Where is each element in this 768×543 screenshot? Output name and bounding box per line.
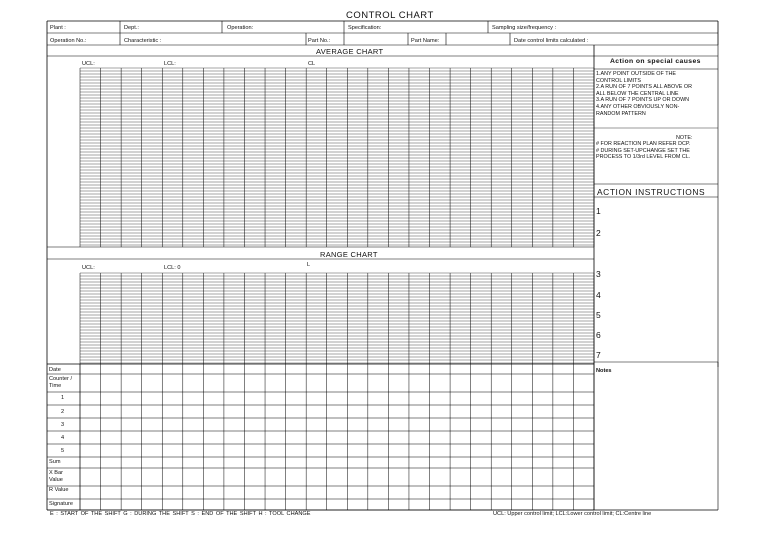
special-causes-title: Action on special causes: [610, 58, 701, 65]
note-line: PROCESS TO 1/3rd LEVEL FROM CL.: [596, 154, 691, 161]
average-ucl-label: UCL:: [82, 61, 95, 67]
notes-label: Notes: [596, 368, 612, 374]
table-row-label: Counter / Time: [49, 376, 73, 389]
average-chart-title: AVERAGE CHART: [316, 47, 384, 56]
range-ucl-label: UCL:: [82, 265, 95, 271]
action-instructions-title: ACTION INSTRUCTIONS: [597, 187, 706, 197]
table-row-label: X Bar Value: [49, 470, 63, 483]
average-cl-label: CL: [308, 61, 316, 67]
table-row-label: 1: [61, 395, 65, 401]
note-list: [596, 141, 690, 161]
range-cl-label: L: [307, 262, 311, 268]
table-row-label: 5: [61, 448, 65, 454]
special-cause-line: CONTROL LIMITS: [596, 77, 642, 84]
special-causes-list: [596, 71, 692, 117]
range-chart-title: RANGE CHART: [320, 250, 378, 259]
footer-limits-note: UCL: Upper control limit; LCL:Lower control limit; CL:Centre line: [493, 511, 652, 517]
date-limits-label: Date control limits calculated :: [514, 38, 589, 44]
average-lcl-label: LCL:: [164, 61, 176, 67]
action-instruction-number: 5: [596, 310, 601, 320]
plant-label: Plant :: [50, 25, 66, 31]
operation-no-label: Operation No.:: [50, 38, 87, 44]
table-row-label: Date: [49, 367, 61, 373]
table-row-label: 3: [61, 422, 65, 428]
action-instruction-number: 1: [596, 206, 601, 216]
special-cause-line: 2.A RUN OF 7 POINTS ALL ABOVE OR: [596, 84, 692, 91]
dept-label: Dept.:: [124, 25, 139, 31]
action-instruction-number: 6: [596, 330, 601, 340]
table-row-label: R Value: [49, 487, 69, 493]
action-instruction-number: 7: [596, 350, 601, 360]
part-no-label: Part No.:: [308, 38, 331, 44]
action-instruction-number: 3: [596, 269, 601, 279]
table-row-label: 2: [61, 409, 65, 415]
table-row-label: Sum: [49, 459, 61, 465]
note-line: # DURING SET-UPCHANGE SET THE: [596, 147, 690, 154]
table-row-label: Signature: [49, 501, 73, 507]
action-instruction-number: 4: [596, 290, 601, 300]
note-line: # FOR REACTION PLAN REFER DCP.: [596, 141, 691, 147]
operation-label: Operation:: [227, 25, 254, 31]
characteristic-label: Characteristic :: [124, 38, 162, 44]
special-cause-line: 3.A RUN OF 7 POINTS UP OR DOWN: [596, 97, 690, 104]
specification-label: Specification:: [348, 25, 382, 31]
table-row-label: 4: [61, 435, 65, 441]
page-title: CONTROL CHART: [346, 10, 434, 21]
special-cause-line: 4.ANY OTHER OBVIOUSLY NON-: [596, 103, 680, 110]
part-name-label: Part Name:: [411, 38, 440, 44]
special-cause-line: ALL BELOW THE CENTRAL LINE: [596, 90, 679, 97]
sampling-label: Sampling size/frequency :: [492, 25, 557, 31]
action-instruction-number: 2: [596, 228, 601, 238]
footer-legend: E : START OF THE SHIFT G : DURING THE SHIFT S : END OF THE SHIFT H : TOOL CHANGE: [50, 511, 311, 517]
range-lcl-label: LCL: 0: [164, 265, 181, 271]
special-cause-line: RANDOM PATTERN: [596, 110, 646, 117]
note-title: NOTE:: [676, 135, 693, 141]
special-cause-line: 1.ANY POINT OUTSIDE OF THE: [596, 71, 676, 77]
